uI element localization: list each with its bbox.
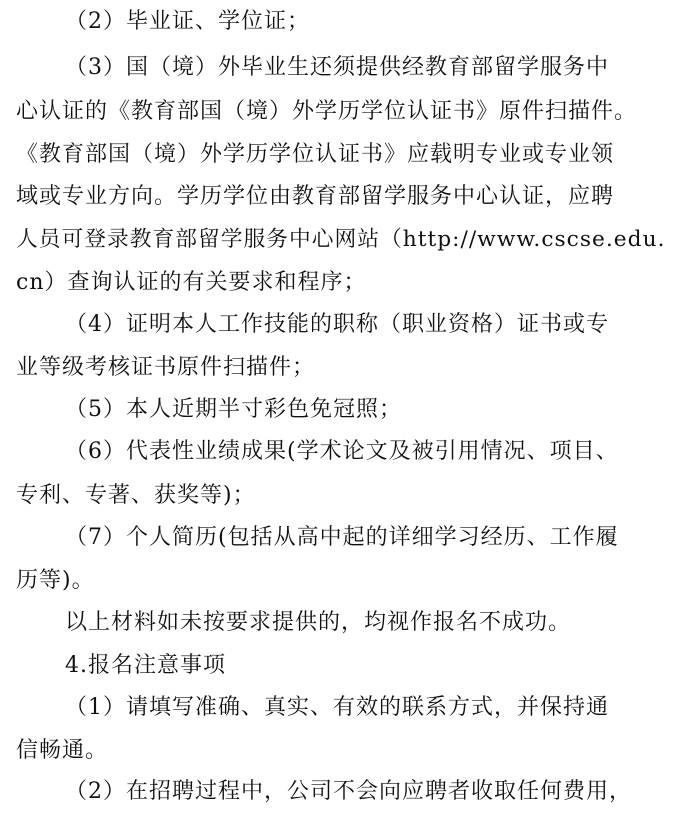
text-line: （1）请填写准确、真实、有效的联系方式，并保持通 xyxy=(65,695,609,720)
text-line: 业等级考核证书原件扫描件； xyxy=(16,355,316,380)
text-line: cn）查询认证的有关要求和程序； xyxy=(16,270,367,295)
text-line: 人员可登录教育部留学服务中心网站（http://www.cscse.edu. xyxy=(16,227,666,252)
text-line: （5）本人近期半寸彩色免冠照； xyxy=(65,397,402,422)
text-line: 历等)。 xyxy=(16,568,95,593)
section-heading: 4.报名注意事项 xyxy=(65,653,226,678)
text-line: 心认证的《教育部国（境）外学历学位认证书》原件扫描件。 xyxy=(16,99,638,124)
text-line: （3）国（境）外毕业生还须提供经教育部留学服务中 xyxy=(65,55,609,80)
text-line: 域或专业方向。学历学位由教育部留学服务中心认证，应聘 xyxy=(16,184,615,209)
text-line: 以上材料如未按要求提供的，均视作报名不成功。 xyxy=(65,610,572,635)
text-line: （4）证明本人工作技能的职称（职业资格）证书或专 xyxy=(65,312,609,337)
text-line: （2）毕业证、学位证； xyxy=(65,9,310,34)
text-line: 专利、专著、获奖等)； xyxy=(16,483,256,508)
text-line: （2）在招聘过程中，公司不会向应聘者收取任何费用， xyxy=(65,779,632,804)
text-line: 《教育部国（境）外学历学位认证书》应载明专业或专业领 xyxy=(16,142,615,167)
text-line: 信畅通。 xyxy=(16,738,109,763)
text-line: （6）代表性业绩成果(学术论文及被引用情况、项目、 xyxy=(65,439,619,464)
text-line: （7）个人简历(包括从高中起的详细学习经历、工作履 xyxy=(65,525,619,550)
